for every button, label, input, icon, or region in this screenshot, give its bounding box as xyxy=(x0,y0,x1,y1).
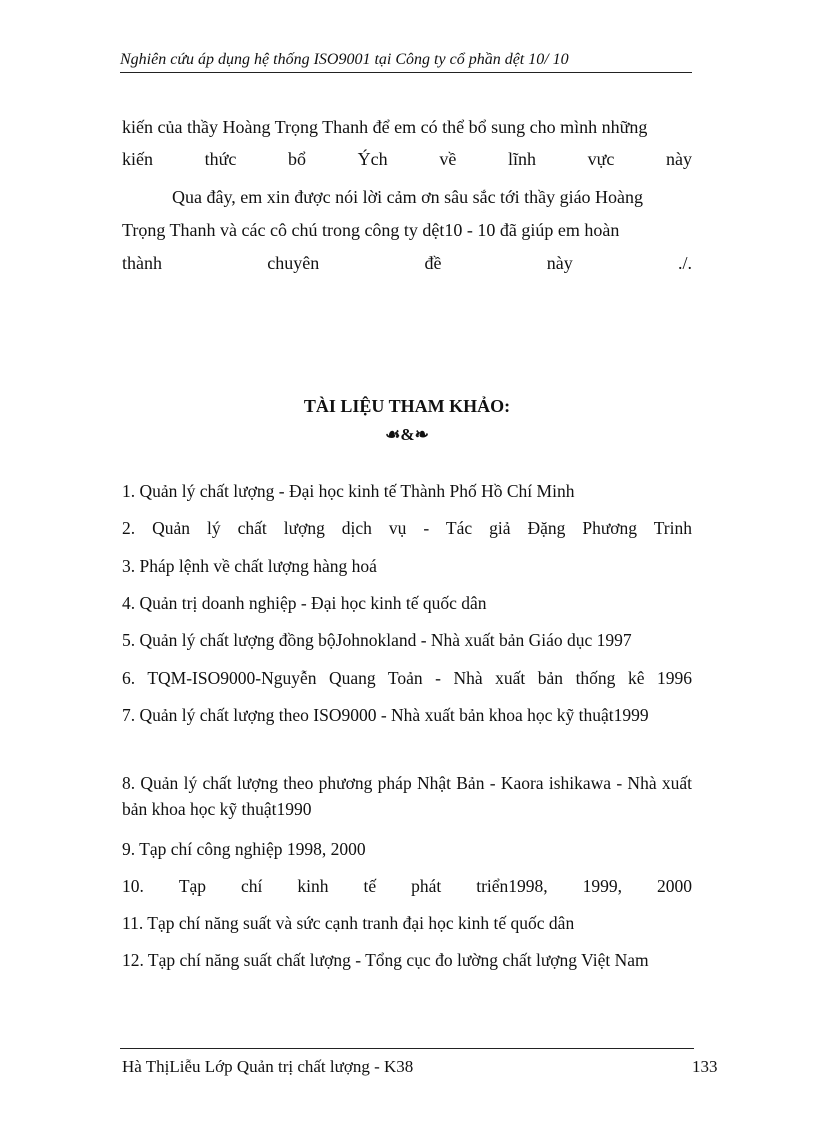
reference-item: 3. Pháp lệnh về chất lượng hàng hoá xyxy=(122,556,377,576)
word: phát xyxy=(411,876,442,896)
reference-item: 9. Tạp chí công nghiệp 1998, 2000 xyxy=(122,839,366,859)
reference-item: 7. Quản lý chất lượng theo ISO9000 - Nhà xuất bản khoa học kỹ thuật1999 xyxy=(122,705,649,725)
references-title: TÀI LIỆU THAM KHẢO: xyxy=(303,396,511,416)
word: này xyxy=(546,253,573,273)
body-line-2 xyxy=(122,148,692,170)
body-line-1: kiến của thầy Hoàng Trọng Thanh để em có thể bổ sung cho mình những xyxy=(122,117,648,137)
body-line-4: Trọng Thanh và các cô chú trong công ty dệt10 - 10 đã giúp em hoàn xyxy=(122,220,620,240)
reference-item: 4. Quản trị doanh nghiệp - Đại học kinh tế quốc dân xyxy=(122,593,487,613)
word: 10. xyxy=(122,876,144,896)
reference-item: 5. Quản lý chất lượng đồng bộJohnokland - Nhà xuất bản Giáo dục 1997 xyxy=(122,630,632,650)
word: Ých xyxy=(357,149,388,169)
word: lĩnh xyxy=(507,149,536,169)
word: về xyxy=(439,149,457,169)
reference-item: 6. TQM-ISO9000-Nguyễn Quang Toản - Nhà xuất bản thống kê 1996 xyxy=(122,668,692,688)
running-header: Nghiên cứu áp dụng hệ thống ISO9001 tại Công ty cổ phần dệt 10/ 10 xyxy=(120,50,692,73)
word: đề xyxy=(424,253,442,273)
word: kinh xyxy=(297,876,329,896)
page-number: 133 xyxy=(692,1057,718,1076)
reference-item: 1. Quản lý chất lượng - Đại học kinh tế Thành Phố Hồ Chí Minh xyxy=(122,481,575,501)
word: ./. xyxy=(677,253,692,273)
ornament-icon: ☙&❧ xyxy=(385,425,429,444)
word: kiến xyxy=(122,149,153,169)
footer-divider xyxy=(120,1048,694,1049)
reference-item: 8. Quản lý chất lượng theo phương pháp Nhật Bản - Kaora ishikawa - Nhà xuất bản khoa học kỹ thuật1990 xyxy=(122,773,692,819)
word: bổ xyxy=(288,149,307,169)
word: 2000 xyxy=(656,876,692,896)
word: vực xyxy=(587,149,615,169)
body-line-3: Qua đây, em xin được nói lời cảm ơn sâu sắc tới thầy giáo Hoàng xyxy=(172,187,644,207)
word: chuyên xyxy=(267,253,320,273)
word: tế xyxy=(363,876,377,896)
word: này xyxy=(666,149,692,169)
word: triển1998, xyxy=(476,876,548,896)
body-line-5 xyxy=(122,252,692,274)
reference-item: 12. Tạp chí năng suất chất lượng - Tổng cục đo lường chất lượng Việt Nam xyxy=(122,950,649,970)
reference-item: 11. Tạp chí năng suất và sức cạnh tranh đại học kinh tế quốc dân xyxy=(122,913,575,933)
word: 1999, xyxy=(582,876,622,896)
word: thành xyxy=(122,253,162,273)
word: Tạp xyxy=(178,876,207,896)
word: chí xyxy=(241,876,263,896)
footer-author: Hà ThịLiễu Lớp Quản trị chất lượng - K38 xyxy=(122,1057,414,1076)
reference-item: 2. Quản lý chất lượng dịch vụ - Tác giả Đặng Phương Trinh xyxy=(122,518,692,538)
reference-item xyxy=(122,873,692,899)
word: thức xyxy=(204,149,237,169)
